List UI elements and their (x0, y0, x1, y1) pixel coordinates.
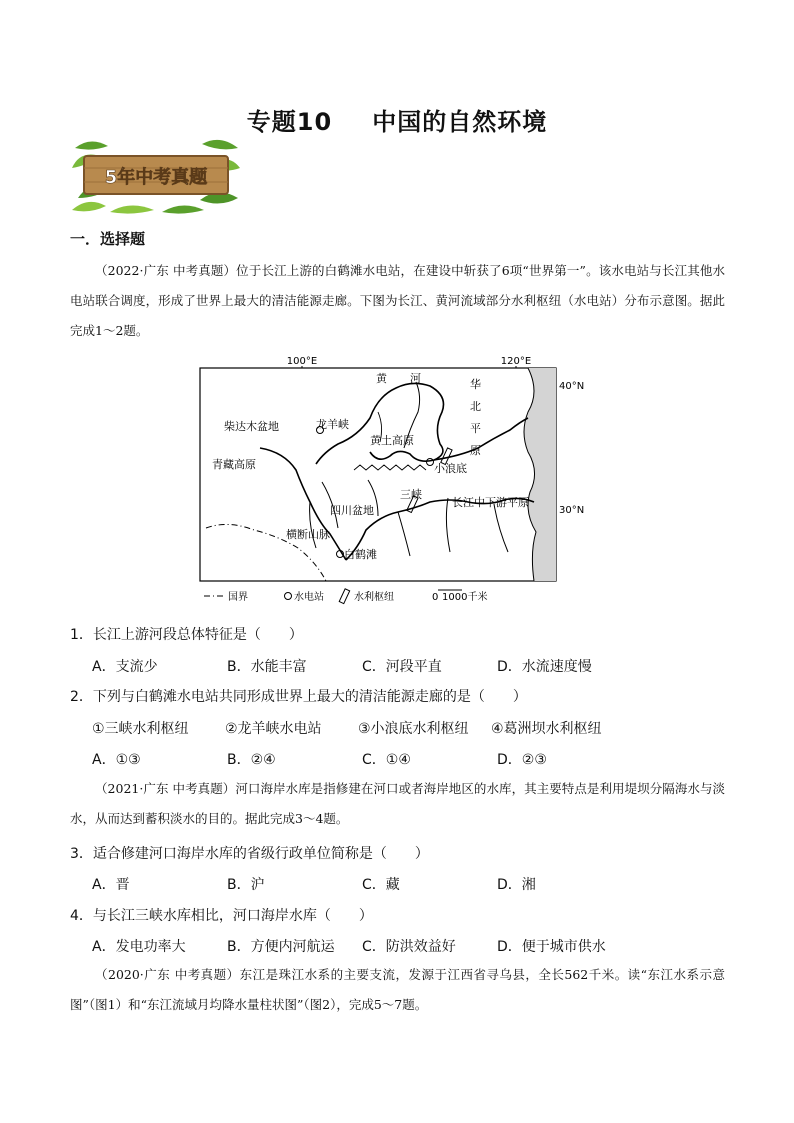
river-map-figure (198, 352, 585, 604)
legend-scale: 1000千米 (442, 592, 488, 603)
label-huang: 黄 (376, 372, 387, 385)
legend-hub: 水利枢纽 (354, 592, 394, 603)
question-2-statements (92, 718, 624, 738)
label-longyangxia: 龙羊峡 (316, 418, 349, 431)
map-frame (200, 368, 556, 581)
topic-number: 专题10 (246, 108, 333, 136)
q4-option-b[interactable]: B．方便内河航运 (227, 939, 335, 955)
q4-option-d[interactable]: D．便于城市供水 (497, 939, 606, 955)
q3-option-a[interactable]: A．晋 (92, 877, 130, 893)
lat-label-40: 40°N (559, 381, 585, 392)
q2-option-d[interactable]: D．②③ (497, 752, 547, 768)
passage-1: （2022·广东 中考真题）位于长江上游的白鹤滩水电站，在建设中斩获了6项“世界第一”。该水电站与长江其他水电站联合调度，形成了世界上最大的清洁能源走廊。下图为长江、黄河流域部分水利枢纽（水电站）分布示意图。据此完成1～2题。 (70, 263, 725, 338)
label-ping: 平 (470, 422, 481, 435)
label-yuan: 原 (470, 444, 481, 457)
q4-option-c[interactable]: C．防洪效益好 (362, 939, 456, 955)
legend-hub-icon (339, 589, 349, 604)
label-sanxia: 三峡 (400, 488, 422, 501)
question-3: 3．适合修建河口海岸水库的省级行政单位简称是（ ） (70, 846, 429, 862)
map-legend (204, 589, 487, 604)
label-loess: 黄土高原 (370, 434, 414, 447)
lon-label-120: 120°E (500, 356, 532, 367)
q2-option-c[interactable]: C．①④ (362, 752, 411, 768)
lon-label-100: 100°E (286, 356, 318, 367)
label-sichuan: 四川盆地 (330, 504, 374, 517)
section-heading: 一．选择题 (70, 230, 146, 248)
question-1: 1．长江上游河段总体特征是（ ） (70, 627, 303, 643)
legend-scale-zero: 0 (432, 592, 439, 603)
q2-statement-2: ②龙羊峡水电站 (225, 721, 322, 737)
q1-option-b[interactable]: B．水能丰富 (227, 659, 307, 675)
q2-statement-1: ①三峡水利枢纽 (92, 721, 189, 737)
question-4-options (92, 936, 632, 956)
q2-option-b[interactable]: B．②④ (227, 752, 276, 768)
passage-3: （2020·广东 中考真题）东江是珠江水系的主要支流，发源于江西省寻乌县，全长562千米。读“东江水系示意图”（图1）和“东江流域月均降水量柱状图”（图2），完成5～7题。 (70, 967, 725, 1012)
q2-statement-3: ③小浪底水利枢纽 (358, 721, 469, 737)
label-baihetan: 白鹤滩 (344, 548, 377, 561)
label-hua: 华 (470, 378, 481, 391)
label-bei: 北 (470, 400, 481, 413)
legend-border: 国界 (228, 592, 248, 603)
question-3-options (92, 874, 632, 894)
label-qingzang: 青藏高原 (212, 458, 256, 471)
label-qaidam: 柴达木盆地 (224, 420, 279, 433)
lat-label-30: 30°N (559, 505, 585, 516)
q2-option-a[interactable]: A．①③ (92, 752, 141, 768)
q3-option-b[interactable]: B．沪 (227, 877, 265, 893)
label-xiaolangdi: 小浪底 (434, 462, 467, 475)
page-title (0, 102, 794, 137)
q3-option-d[interactable]: D．湘 (497, 877, 536, 893)
q1-option-a[interactable]: A．支流少 (92, 659, 158, 675)
q1-option-c[interactable]: C．河段平直 (362, 659, 442, 675)
q2-statement-4: ④葛洲坝水利枢纽 (491, 721, 602, 737)
banner-sign (70, 138, 240, 216)
banner-text: 5年中考真题 (104, 167, 208, 188)
legend-station: 水电站 (294, 592, 324, 603)
legend-station-icon (285, 593, 292, 600)
label-yangtze-plain: 长江中下游平原 (452, 496, 529, 509)
q4-option-a[interactable]: A．发电功率大 (92, 939, 186, 955)
label-hengduan: 横断山脉 (286, 528, 330, 541)
passage-2: （2021·广东 中考真题）河口海岸水库是指修建在河口或者海岸地区的水库，其主要特点是利用堤坝分隔海水与淡水，从而达到蓄积淡水的目的。据此完成3～4题。 (70, 781, 725, 826)
question-1-options (92, 656, 632, 676)
question-4: 4．与长江三峡水库相比，河口海岸水库（ ） (70, 908, 373, 924)
question-2-options (92, 749, 632, 769)
topic-name: 中国的自然环境 (372, 108, 548, 136)
q1-option-d[interactable]: D．水流速度慢 (497, 659, 592, 675)
q3-option-c[interactable]: C．藏 (362, 877, 400, 893)
question-2: 2．下列与白鹤滩水电站共同形成世界上最大的清洁能源走廊的是（ ） (70, 689, 527, 705)
label-he: 河 (410, 372, 421, 385)
